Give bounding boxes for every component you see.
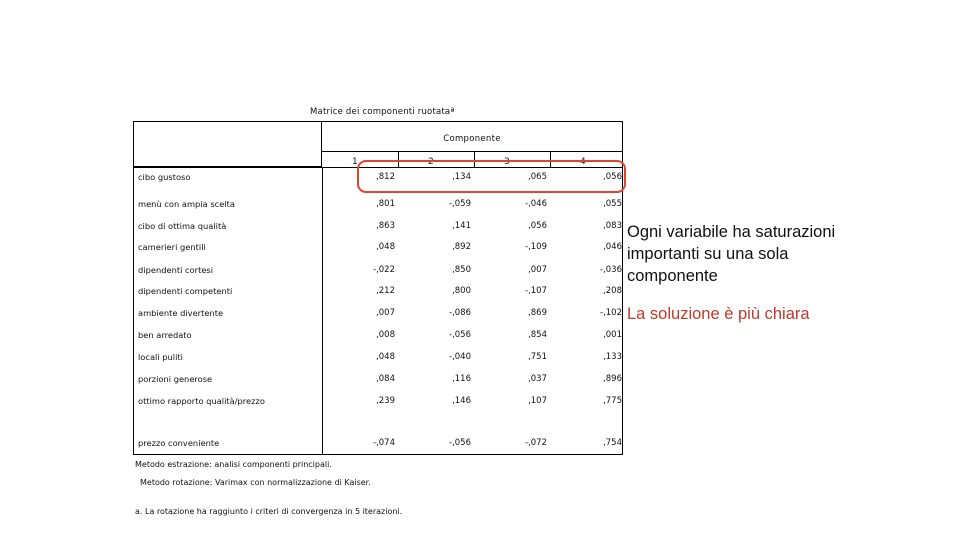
- table-cell: ,048: [376, 352, 395, 362]
- component-header-label: Componente: [443, 134, 501, 144]
- column-number-4: 4: [580, 157, 586, 167]
- column-number-3: 3: [504, 157, 510, 167]
- table-cell: ,141: [452, 221, 471, 231]
- footnote-rotation: Metodo rotazione: Varimax con normalizzazione di Kaiser.: [140, 478, 371, 487]
- table-cell: ,133: [603, 352, 622, 362]
- row-label: porzioni generose: [138, 374, 213, 384]
- table-cell: -,109: [525, 242, 547, 252]
- table-cell: ,208: [603, 286, 622, 296]
- table-cell: ,083: [603, 221, 622, 231]
- annotation-note: Ogni variabile ha saturazioni importanti su una sola componente: [627, 223, 836, 285]
- table-cell: ,146: [452, 396, 471, 406]
- component-header: [322, 122, 622, 152]
- row-label: ambiente divertente: [138, 308, 224, 318]
- table-cell: ,107: [528, 396, 547, 406]
- table-cell: -,022: [373, 265, 395, 275]
- table-cell: ,863: [376, 221, 395, 231]
- table-cell: ,775: [603, 396, 622, 406]
- highlight-box: [357, 160, 626, 193]
- annotation-note-red: La soluzione è più chiara: [627, 305, 810, 323]
- table-cell: ,065: [528, 172, 547, 182]
- table-cell: ,116: [452, 374, 471, 384]
- label-column-divider: [322, 167, 323, 454]
- row-label: cibo di ottima qualità: [138, 221, 227, 231]
- table-cell: -,056: [449, 330, 471, 340]
- row-label: cibo gustoso: [138, 172, 191, 182]
- table-cell: ,056: [528, 221, 547, 231]
- table-cell: ,046: [603, 242, 622, 252]
- table-cell: ,239: [376, 396, 395, 406]
- table-cell: -,074: [373, 438, 395, 448]
- table-cell: ,801: [376, 199, 395, 209]
- table-cell: -,040: [449, 352, 471, 362]
- table-cell: ,212: [376, 286, 395, 296]
- table-cell: ,008: [376, 330, 395, 340]
- table-cell: ,055: [603, 199, 622, 209]
- footnote-convergence: a. La rotazione ha raggiunto i criteri di convergenza in 5 iterazioni.: [135, 507, 403, 516]
- table-cell: -,102: [600, 308, 622, 318]
- table-cell: -,107: [525, 286, 547, 296]
- table-cell: ,869: [528, 308, 547, 318]
- row-label: camerieri gentili: [138, 242, 206, 252]
- column-number-1: 1: [352, 157, 358, 167]
- table-cell: -,036: [600, 265, 622, 275]
- table-cell: ,812: [376, 172, 395, 182]
- row-label: ottimo rapporto qualità/prezzo: [138, 396, 265, 406]
- table-cell: ,854: [528, 330, 547, 340]
- row-label: ben arredato: [138, 330, 192, 340]
- row-label: menù con ampia scelta: [138, 199, 235, 209]
- row-label: locali puliti: [138, 352, 183, 362]
- table-title: Matrice dei componenti ruotataª: [310, 107, 455, 117]
- table-cell: -,072: [525, 438, 547, 448]
- table-cell: ,084: [376, 374, 395, 384]
- column-number-2: 2: [428, 157, 434, 167]
- table-cell: ,007: [376, 308, 395, 318]
- table-cell: ,001: [603, 330, 622, 340]
- footnote-extraction: Metodo estrazione: analisi componenti principali.: [135, 460, 332, 469]
- row-label: dipendenti competenti: [138, 286, 233, 296]
- table-cell: -,059: [449, 199, 471, 209]
- row-label: dipendenti cortesi: [138, 265, 214, 275]
- table-cell: ,896: [603, 374, 622, 384]
- header-row-stub: [134, 122, 322, 167]
- table-cell: ,056: [603, 172, 622, 182]
- table-cell: -,046: [525, 199, 547, 209]
- table-cell: ,800: [452, 286, 471, 296]
- table-cell: -,056: [449, 438, 471, 448]
- table-cell: ,892: [452, 242, 471, 252]
- table-cell: ,048: [376, 242, 395, 252]
- table-cell: -,086: [449, 308, 471, 318]
- table-cell: ,751: [528, 352, 547, 362]
- table-cell: ,037: [528, 374, 547, 384]
- table-cell: ,134: [452, 172, 471, 182]
- row-label: prezzo conveniente: [138, 438, 220, 448]
- table-cell: ,007: [528, 265, 547, 275]
- table-cell: ,850: [452, 265, 471, 275]
- table-cell: ,754: [603, 438, 622, 448]
